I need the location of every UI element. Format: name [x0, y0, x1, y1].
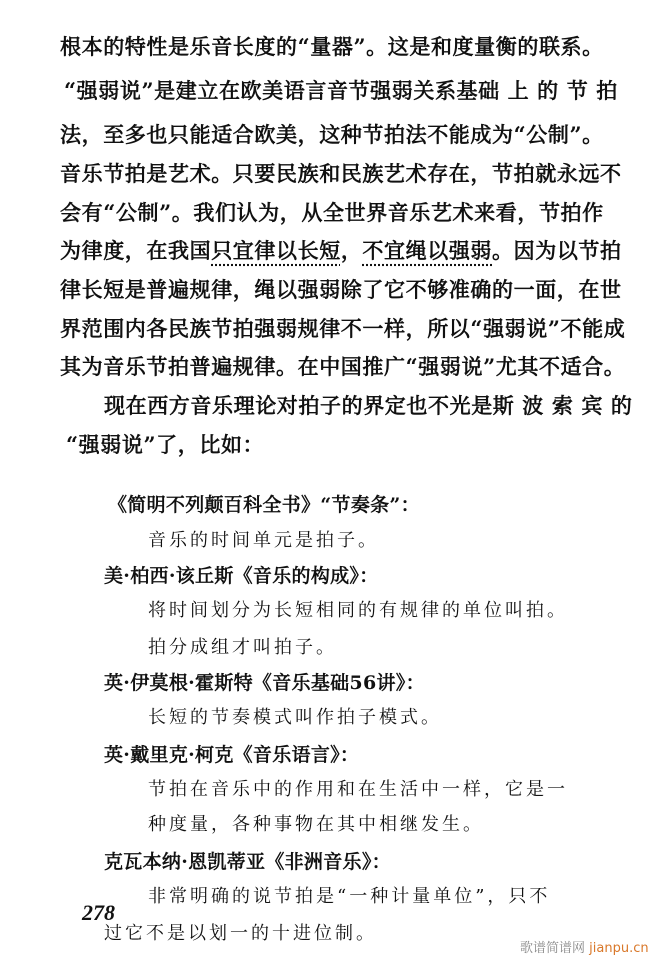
watermark-site-name: 歌谱简谱网	[520, 941, 586, 956]
body-text-line	[60, 238, 622, 264]
page-number: 278	[82, 900, 115, 925]
body-text-line: 法，至多也只能适合欧美，这种节拍法不能成为“公制”。	[60, 122, 604, 147]
quote-text: 长短的节奏模式叫作拍子模式。	[148, 707, 442, 728]
quote-text: 种度量，各种事物在其中相继发生。	[148, 814, 484, 835]
quote-source: 美·柏西·该丘斯《音乐的构成》：	[104, 565, 379, 587]
body-text-line: “强弱说”是建立在欧美语言音节强弱关系基础 上 的 节 拍	[64, 78, 618, 103]
quote-source: 英·戴里克·柯克《音乐语言》：	[104, 744, 360, 766]
body-text-line: 会有“公制”。我们认为，从全世界音乐艺术来看，节拍作	[60, 200, 604, 225]
quote-text: 音乐的时间单元是拍子。	[148, 530, 379, 551]
watermark	[520, 937, 649, 956]
body-text-line: 律长短是普遍规律，绳以强弱除了它不够准确的一面，在世	[60, 277, 622, 302]
text-segment: ，	[340, 238, 363, 263]
text-segment: 为律度，在我国	[60, 238, 212, 263]
quote-text: 非常明确的说节拍是“一种计量单位”，只不	[148, 886, 551, 907]
body-text-line: 界范围内各民族节拍强弱规律不一样，所以“强弱说”不能成	[60, 316, 626, 341]
quote-source: 《简明不列颠百科全书》“节奏条”：	[108, 494, 420, 516]
quote-text: 将时间划分为长短相同的有规律的单位叫拍。	[148, 600, 568, 621]
body-text-line: 音乐节拍是艺术。只要民族和民族艺术存在，节拍就永远不	[60, 161, 622, 186]
quote-source: 英·伊莫根·霍斯特《音乐基础56讲》：	[104, 672, 425, 694]
body-text-line: 其为音乐节拍普遍规律。在中国推广“强弱说”尤其不适合。	[60, 354, 626, 379]
body-text-line: 现在西方音乐理论对拍子的界定也不光是斯 波 索 宾 的	[104, 393, 633, 418]
quote-source: 克瓦本纳·恩凯蒂亚《非洲音乐》：	[104, 851, 391, 873]
quote-text: 过它不是以划一的十进位制。	[104, 923, 377, 944]
emphasized-text: 只宜律以长短	[211, 238, 341, 263]
body-text-line: “强弱说”了，比如：	[66, 432, 265, 457]
emphasized-text: 不宜绳以强弱	[362, 238, 493, 263]
quote-text: 拍分成组才叫拍子。	[148, 637, 337, 658]
quote-text: 节拍在音乐中的作用和在生活中一样，它是一	[148, 779, 568, 800]
body-text-line: 根本的特性是乐音长度的“量器”。这是和度量衡的联系。	[60, 34, 604, 59]
text-segment: 。因为以节拍	[492, 238, 622, 263]
watermark-domain: jianpu.cn	[589, 941, 649, 956]
